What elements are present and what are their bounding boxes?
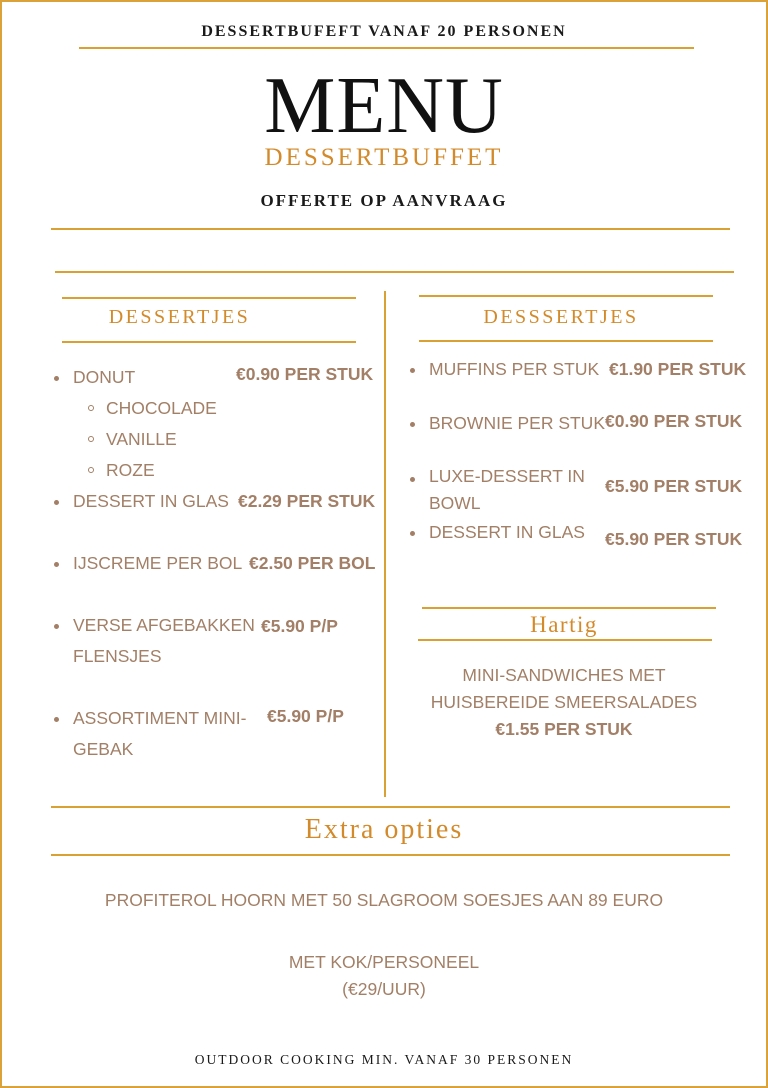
top-tagline: DESSERTBUFEFT VANAF 20 PERSONEN xyxy=(201,23,567,40)
left-heading-rule-bottom xyxy=(62,341,356,343)
left-heading-rule-top xyxy=(62,297,356,299)
divider-top xyxy=(79,47,694,49)
hartig-line1: MINI-SANDWICHES MET xyxy=(462,665,666,685)
page-subtitle: DESSERTBUFFET xyxy=(264,144,504,171)
list-item-ijscreme: IJSCREME PER BOL xyxy=(73,548,242,579)
right-heading-rule-bottom xyxy=(419,340,713,342)
price-donut: €0.90 PER STUK xyxy=(236,364,374,384)
list-item-luxe-dessert xyxy=(429,463,585,517)
flensjes-line2: FLENSJES xyxy=(73,646,162,666)
price-brownie: €0.90 PER STUK xyxy=(605,411,743,431)
price-ijscreme: €2.50 PER BOL xyxy=(249,553,376,573)
left-section-heading: DESSERTJES xyxy=(108,306,251,328)
extra-rule-bottom xyxy=(51,854,730,856)
column-divider xyxy=(384,291,386,797)
hartig-heading: Hartig xyxy=(530,612,598,637)
right-section-heading: DESSSERTJES xyxy=(483,306,639,328)
flensjes-line1: VERSE AFGEBAKKEN xyxy=(73,615,255,635)
price-mini-gebak: €5.90 P/P xyxy=(267,706,344,726)
hartig-line2: HUISBEREIDE SMEERSALADES xyxy=(430,692,698,712)
hartig-rule-bottom xyxy=(418,639,712,641)
right-heading-rule-top xyxy=(419,295,713,297)
mini-gebak-line1: ASSORTIMENT MINI- xyxy=(73,708,247,728)
extra-rule-top xyxy=(51,806,730,808)
page-title: MENU xyxy=(264,62,504,150)
hartig-price: €1.55 PER STUK xyxy=(495,719,633,739)
luxe-dessert-line2: BOWL xyxy=(429,493,481,513)
extra-uurtarief: (€29/UUR) xyxy=(342,979,426,999)
list-item-muffins: MUFFINS PER STUK xyxy=(429,354,599,385)
list-item-flensjes xyxy=(73,610,255,672)
list-item-dessert-in-glas: DESSERT IN GLAS xyxy=(73,486,229,517)
list-item-mini-gebak xyxy=(73,703,246,765)
sub-item-vanille: VANILLE xyxy=(106,424,177,455)
price-luxe-dessert: €5.90 PER STUK xyxy=(605,476,743,496)
list-item-dessert-in-glas-right: DESSERT IN GLAS xyxy=(429,517,585,548)
extra-kok-personeel: MET KOK/PERSONEEL xyxy=(288,952,480,972)
price-dessert-in-glas: €2.29 PER STUK xyxy=(238,491,376,511)
price-flensjes: €5.90 P/P xyxy=(261,616,338,636)
sub-item-chocolade: CHOCOLADE xyxy=(106,393,217,424)
extra-profiterol: PROFITEROL HOORN MET 50 SLAGROOM SOESJES AAN 89 EURO xyxy=(104,890,664,910)
list-item-donut: DONUT xyxy=(73,362,135,393)
offerte-note: OFFERTE OP AANVRAAG xyxy=(260,191,508,210)
divider-header-2 xyxy=(55,271,734,273)
mini-gebak-line2: GEBAK xyxy=(73,739,134,759)
price-muffins: €1.90 PER STUK xyxy=(609,359,747,379)
luxe-dessert-line1: LUXE-DESSERT IN xyxy=(429,466,585,486)
hartig-rule-top xyxy=(422,607,716,609)
sub-item-roze: ROZE xyxy=(106,455,155,486)
list-item-brownie: BROWNIE PER STUK xyxy=(429,408,605,439)
price-dessert-in-glas-right: €5.90 PER STUK xyxy=(605,529,743,549)
footer-note: OUTDOOR COOKING MIN. VANAF 30 PERSONEN xyxy=(194,1052,574,1067)
extra-heading: Extra opties xyxy=(304,814,464,845)
divider-header-1 xyxy=(51,228,730,230)
